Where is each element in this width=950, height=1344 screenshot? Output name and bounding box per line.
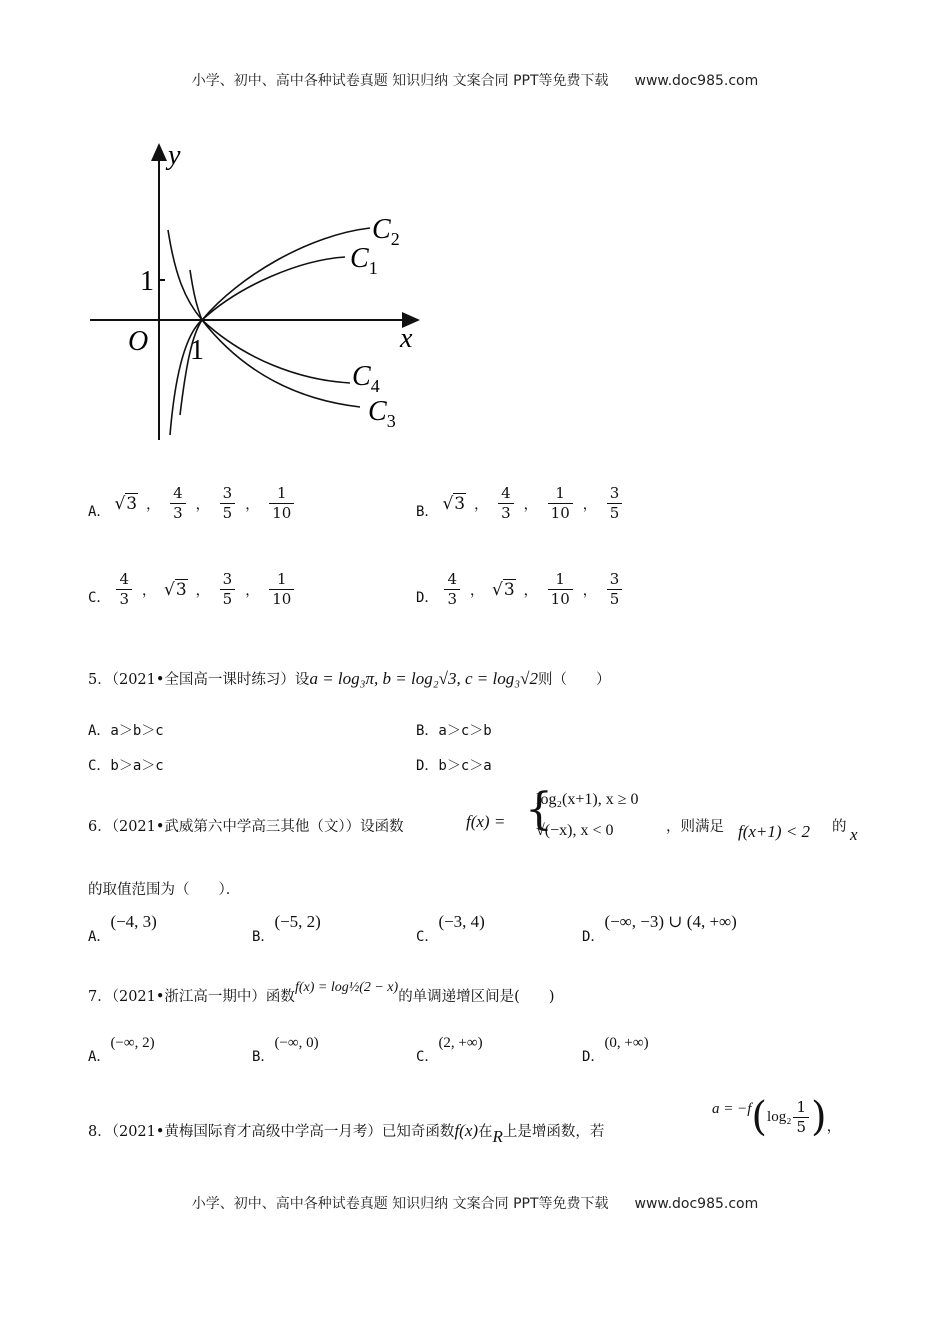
- fraction: $\frac{1}{10}$: [269, 572, 294, 607]
- q5-option-d[interactable]: D．b＞c＞a: [416, 758, 492, 774]
- q4-option-d[interactable]: D． $\frac{4}{3}$ ， √3 ， $\frac{1}{10}$ ， $\frac{3}{5}$: [416, 572, 624, 607]
- q6-option-b[interactable]: B．(−5, 2): [252, 912, 321, 945]
- q6-option-d[interactable]: D．(−∞, −3) ∪ (4, +∞): [582, 912, 737, 945]
- y-axis-label: y: [168, 140, 181, 171]
- q5-option-c[interactable]: C．b＞a＞c: [88, 758, 164, 774]
- q4-option-c[interactable]: C． $\frac{4}{3}$ ， √3 ， $\frac{3}{5}$ ， $\frac{1}{10}$: [88, 572, 296, 607]
- curve-c3-label: $C_3$: [368, 396, 396, 431]
- fraction: $\frac{3}{5}$: [220, 572, 236, 607]
- q6-de: 的: [832, 819, 847, 835]
- q6-stem: 6．（2021•武威第六中学高三其他（文））设函数: [88, 819, 404, 835]
- fraction: $\frac{3}{5}$: [220, 486, 236, 521]
- sqrt: √3: [442, 493, 466, 514]
- x-unit-label: 1: [190, 335, 204, 366]
- page-header: [0, 70, 950, 90]
- q7-option-d[interactable]: D．(0, +∞): [582, 1035, 649, 1065]
- fraction: $\frac{4}{3}$: [170, 486, 186, 521]
- fraction: $\frac{4}{3}$: [498, 486, 514, 521]
- q6-mid: ，则满足: [666, 819, 724, 835]
- q7-formula: f(x) = log½(2 − x): [294, 980, 399, 995]
- q6-condition: f(x+1) < 2: [738, 822, 811, 841]
- fraction: $\frac{1}{10}$: [548, 486, 573, 521]
- fraction: $\frac{3}{5}$: [607, 572, 623, 607]
- header-text: 小学、初中、高中各种试卷真题 知识归纳 文案合同 PPT等免费下载: [191, 73, 609, 89]
- q8-formula: a = −f ( log₂ $\frac{1}{5}$ ) ，: [712, 1094, 842, 1140]
- fraction: $\frac{4}{3}$: [116, 572, 132, 607]
- q7-option-b[interactable]: B．(−∞, 0): [252, 1035, 319, 1065]
- curve-c3: [190, 270, 360, 407]
- q7-option-c[interactable]: C．(2, +∞): [416, 1035, 483, 1065]
- sqrt: √3: [114, 493, 138, 514]
- q6-var: x: [850, 825, 858, 844]
- curve-c2-label: $C_2$: [372, 214, 400, 249]
- origin-label: O: [128, 326, 149, 357]
- sqrt: √3: [163, 579, 187, 600]
- fraction: $\frac{1}{10}$: [269, 486, 294, 521]
- q6-case2: √(−x), x < 0: [536, 822, 614, 839]
- footer-site: www.doc985.com: [634, 1196, 759, 1212]
- header-site: www.doc985.com: [634, 73, 759, 89]
- q5-formula: a = log₃π, b = log₂√3, c = log₃√2: [309, 669, 538, 688]
- footer-text: 小学、初中、高中各种试卷真题 知识归纳 文案合同 PPT等免费下载: [191, 1196, 609, 1212]
- q4-option-b[interactable]: B． √3 ， $\frac{4}{3}$ ， $\frac{1}{10}$ ， $\frac{3}{5}$: [416, 486, 624, 521]
- fraction: $\frac{4}{3}$: [444, 572, 460, 607]
- q6-fx: f(x) =: [466, 812, 506, 831]
- q6-option-a[interactable]: A．(−4, 3): [88, 912, 157, 945]
- q6-case1: log₂(x+1), x ≥ 0: [536, 791, 639, 808]
- x-axis-label: x: [400, 323, 413, 354]
- fraction: $\frac{1}{10}$: [548, 572, 573, 607]
- q6-option-c[interactable]: C．(−3, 4): [416, 912, 485, 945]
- q5-option-b[interactable]: B．a＞c＞b: [416, 723, 492, 739]
- curve-c1: [180, 257, 345, 415]
- fraction: $\frac{1}{5}$: [793, 1100, 809, 1135]
- q7-option-a[interactable]: A．(−∞, 2): [88, 1035, 155, 1065]
- q5-stem: 5．（2021•全国高一课时练习）设a = log₃π, b = log₂√3, c = log₃√2则（ ）: [88, 669, 611, 688]
- sqrt: √3: [491, 579, 515, 600]
- q5-option-a[interactable]: A．a＞b＞c: [88, 723, 164, 739]
- curve-c4-label: $C_4$: [352, 361, 380, 396]
- q8-stem: 8．（2021•黄梅国际育才高级中学高一月考）已知奇函数f(x)在R上是增函数，若: [88, 1121, 605, 1146]
- log-curves-figure: [80, 135, 430, 445]
- fraction: $\frac{3}{5}$: [607, 486, 623, 521]
- brace: {: [525, 784, 553, 835]
- page-footer: [0, 1193, 950, 1213]
- y-unit-label: 1: [140, 266, 154, 297]
- q6-line2: 的取值范围为（ ）．: [88, 882, 241, 898]
- q7-stem: 7．（2021•浙江高一期中）函数f(x) = log½(2 − x)的单调递增区间是( ): [88, 980, 555, 1005]
- q4-option-a[interactable]: A． √3 ， $\frac{4}{3}$ ， $\frac{3}{5}$ ， $\frac{1}{10}$: [88, 486, 296, 521]
- curve-c1-label: $C_1$: [350, 243, 378, 278]
